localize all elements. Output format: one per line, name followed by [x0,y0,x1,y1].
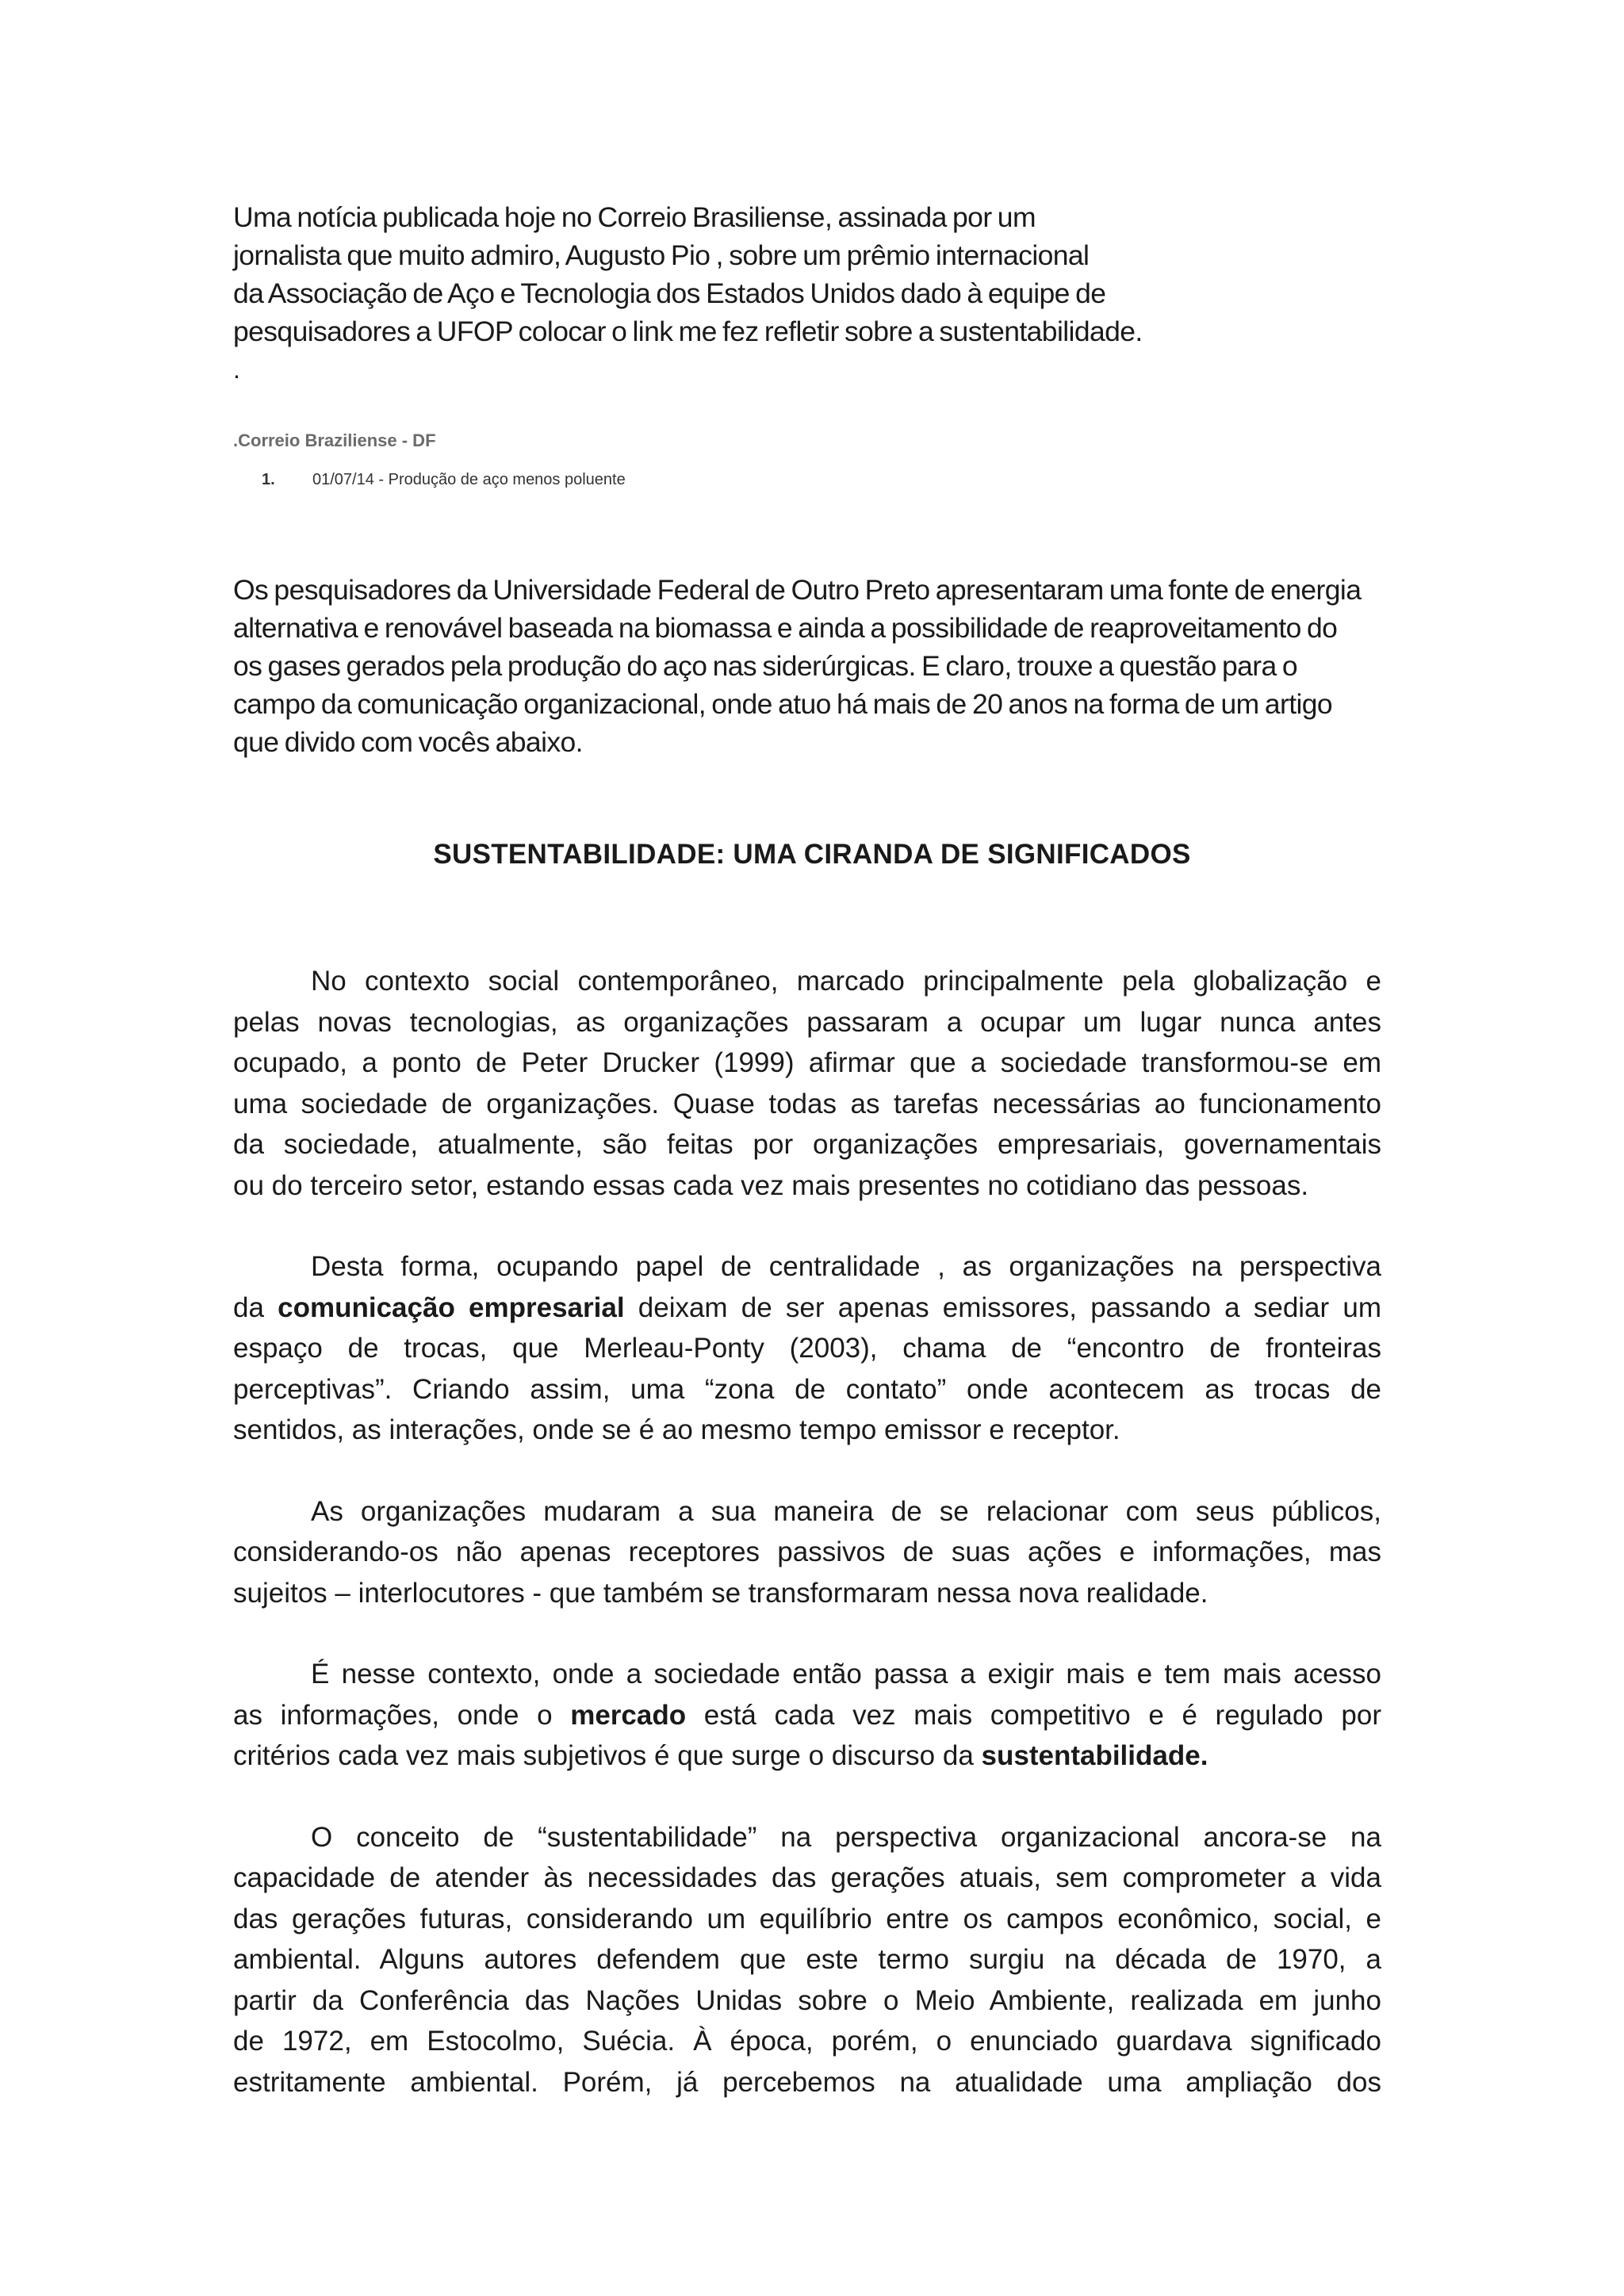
body-line: partir da Conferência das Nações Unidas sobre o Meio Ambiente, realizada em junho [233,1984,1381,2016]
bold-term-sustentabilidade: sustentabilidade. [981,1740,1208,1771]
intro-line: da Associação de Aço e Tecnologia dos Estados Unidos dado à equipe de [233,277,1106,309]
body-text: critérios cada vez mais subjetivos é que surge o discurso da [233,1740,982,1771]
body-line: sujeitos – interlocutores - que também se transformaram nessa nova realidade. [233,1577,1208,1609]
body-line: da sociedade, atualmente, são feitas por organizações empresariais, governamentais [233,1129,1381,1160]
article-paragraph-4 [233,1654,1381,1777]
article-paragraph-2 [233,1246,1381,1451]
news-item-text[interactable]: 01/07/14 - Produção de aço menos poluente [312,471,626,488]
bold-term-mercado: mercado [570,1699,687,1731]
body-line: No contexto social contemporâneo, marcado principalmente pela globalização e [311,966,1381,997]
article-body [233,961,1381,2143]
body-line: ou do terceiro setor, estando essas cada vez mais presentes no cotidiano das pessoas. [233,1169,1309,1201]
body-text: deixam de ser apenas emissores, passando a sediar um [624,1292,1382,1323]
article-title: SUSTENTABILIDADE: UMA CIRANDA DE SIGNIFICADOS [433,839,1191,870]
news-item-number: 1. [262,471,275,488]
body-line: capacidade de atender às necessidades das gerações atuais, sem comprometer a vida [233,1862,1381,1893]
body-line: estritamente ambiental. Porém, já percebemos na atualidade uma ampliação dos [233,2066,1381,2098]
article-paragraph-5 [233,1817,1381,2103]
body-line: uma sociedade de organizações. Quase todas as tarefas necessárias ao funcionamento [233,1088,1381,1119]
intro-line: Uma notícia publicada hoje no Correio Brasiliense, assinada por um [233,201,1036,233]
research-paragraph [233,571,1407,761]
body-line [233,1288,1381,1329]
research-line: campo da comunicação organizacional, onde atuo há mais de 20 anos na forma de um artigo [233,688,1333,720]
body-line: perceptivas”. Criando assim, uma “zona de contato” onde acontecem as trocas de [233,1373,1381,1405]
intro-line: jornalista que muito admiro, Augusto Pio , sobre um prêmio internacional [233,239,1090,271]
body-line: espaço de trocas, que Merleau-Ponty (2003), chama de “encontro de fronteiras [233,1333,1381,1364]
news-link-item[interactable] [262,471,626,489]
news-source: .Correio Braziliense - DF [233,430,436,450]
body-text: da [233,1292,278,1323]
body-line [233,1735,1381,1777]
dot-separator: . [233,355,240,384]
body-line: pelas novas tecnologias, as organizações passaram a ocupar um lugar nunca antes [233,1006,1381,1038]
intro-paragraph [233,198,1423,350]
body-line [233,1695,1381,1736]
body-line: É nesse contexto, onde a sociedade então passa a exigir mais e tem mais acesso [311,1659,1381,1689]
body-text: está cada vez mais competitivo e é regulado por [686,1699,1381,1731]
body-line: O conceito de “sustentabilidade” na perspectiva organizacional ancora-se na [311,1821,1381,1853]
body-line: As organizações mudaram a sua maneira de se relacionar com seus públicos, [311,1495,1381,1527]
research-line: que divido com vocês abaixo. [233,726,583,758]
research-line: Os pesquisadores da Universidade Federal de Outro Preto apresentaram uma fonte de energia [233,574,1362,606]
body-text: as informações, onde o [233,1699,571,1731]
body-line: ocupado, a ponto de Peter Drucker (1999) afirmar que a sociedade transformou-se em [233,1047,1381,1078]
body-line: Desta forma, ocupando papel de centralidade , as organizações na perspectiva [311,1251,1381,1282]
research-line: os gases gerados pela produção do aço nas siderúrgicas. E claro, trouxe a questão para o [233,650,1298,682]
body-line: das gerações futuras, considerando um equilíbrio entre os campos econômico, social, e [233,1903,1381,1934]
intro-line: pesquisadores a UFOP colocar o link me fez refletir sobre a sustentabilidade. [233,316,1143,347]
bold-term-comunicacao: comunicação empresarial [278,1292,625,1323]
article-paragraph-1 [233,961,1381,1206]
article-paragraph-3 [233,1491,1381,1614]
body-line: sentidos, as interações, onde se é ao mesmo tempo emissor e receptor. [233,1414,1120,1445]
body-line: de 1972, em Estocolmo, Suécia. À época, porém, o enunciado guardava significado [233,2026,1381,2057]
body-line: considerando-os não apenas receptores passivos de suas ações e informações, mas [233,1536,1381,1567]
research-line: alternativa e renovável baseada na biomassa e ainda a possibilidade de reaproveitamento do [233,612,1338,644]
body-line: ambiental. Alguns autores defendem que este termo surgiu na década de 1970, a [233,1944,1381,1975]
